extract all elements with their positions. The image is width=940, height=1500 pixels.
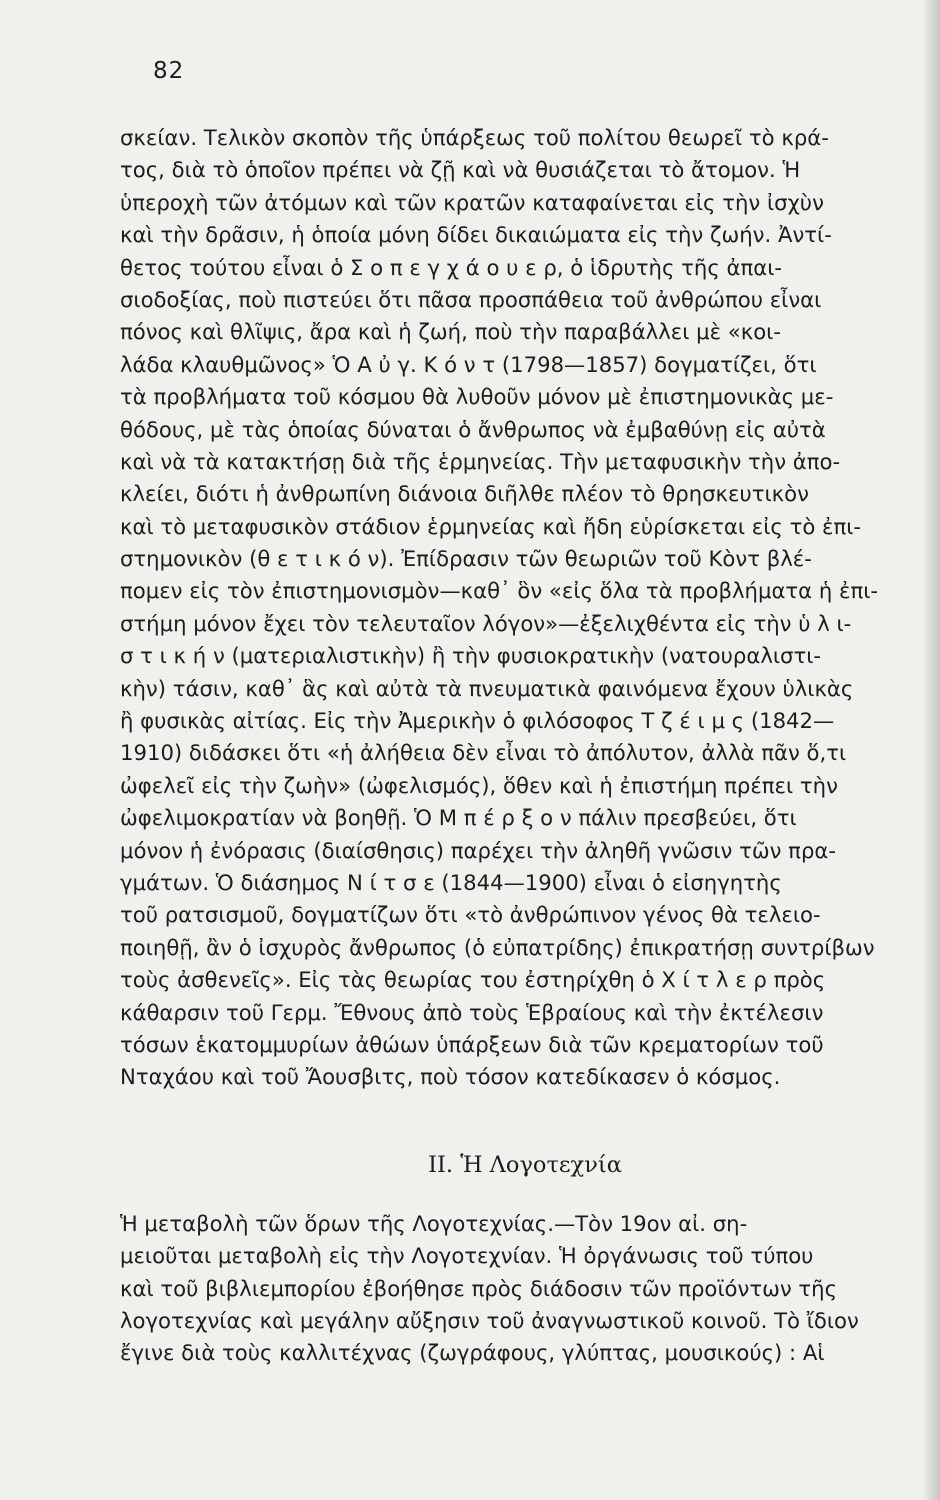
text-line: καὶ τὴν δρᾶσιν, ἡ ὁποία μόνη δίδει δικαιώματα εἰς τὴν ζωήν. Ἀντί- — [120, 222, 832, 248]
text-line: ἢ φυσικὰς αἰτίας. Εἰς τὴν Ἀμερικὴν ὁ φιλόσοφος Τ ζ έ ι μ ς (1842— — [120, 708, 835, 734]
text-line: τόσων ἑκατομμυρίων ἀθώων ὑπάρξεων διὰ τῶν κρεματορίων τοῦ — [120, 1031, 824, 1057]
text-line: λογοτεχνίας καὶ μεγάλην αὔξησιν τοῦ ἀναγνωστικοῦ κοινοῦ. Τὸ ἴδιον — [120, 1307, 859, 1333]
text-line: καὶ νὰ τὰ κατακτήσῃ διὰ τῆς ἑρμηνείας. Τὴν μεταφυσικὴν τὴν ἀπο- — [120, 448, 841, 474]
text-line: 1910) διδάσκει ὅτι «ἡ ἀλήθεια δὲν εἶναι τὸ ἀπόλυτον, ἀλλὰ πᾶν ὅ,τι — [120, 740, 847, 766]
text-line: ὑπεροχὴ τῶν ἀτόμων καὶ τῶν κρατῶν καταφαίνεται εἰς τὴν ἰσχὺν — [120, 189, 824, 215]
text-line: πόνος καὶ θλῖψις, ἄρα καὶ ἡ ζωή, ποὺ τὴν παραβάλλει μὲ «κοι- — [120, 319, 781, 345]
paragraph-2 — [120, 1208, 910, 1370]
text-line: λάδα κλαυθμῶνος» Ὁ Α ὐ γ. Κ ό ν τ (1798—1857) δογματίζει, ὅτι — [120, 351, 817, 377]
page-number: 82 — [153, 58, 185, 84]
text-line: σιοδοξίας, ποὺ πιστεύει ὅτι πᾶσα προσπάθεια τοῦ ἀνθρώπου εἶναι — [120, 286, 822, 312]
binding-shadow — [922, 0, 940, 1500]
text-line: Νταχάου καὶ τοῦ Ἄουσβιτς, ποὺ τόσον κατεδίκασεν ὁ κόσμος. — [120, 1064, 781, 1090]
text-line: κὴν) τάσιν, καθ᾿ ἃς καὶ αὐτὰ τὰ πνευματικὰ φαινόμενα ἔχουν ὑλικὰς — [120, 675, 854, 701]
text-line: ποιηθῇ, ἂν ὁ ἰσχυρὸς ἄνθρωπος (ὁ εὐπατρίδης) ἐπικρατήσῃ συντρίβων — [120, 934, 875, 960]
text-line: τοῦ ρατσισμοῦ, δογματίζων ὅτι «τὸ ἀνθρώπινον γένος θὰ τελειο- — [120, 902, 821, 928]
text-line: τοὺς ἀσθενεῖς». Εἰς τὰς θεωρίας του ἐστηρίχθη ὁ Χ ί τ λ ε ρ πρὸς — [120, 967, 826, 993]
text-line: πομεν εἰς τὸν ἐπιστημονισμὸν—καθ᾿ ὃν «εἰς ὅλα τὰ προβλήματα ἡ ἐπι- — [120, 578, 879, 604]
spacer — [120, 1188, 910, 1208]
section-heading: ΙΙ. Ἡ Λογοτεχνία — [428, 1151, 622, 1178]
paragraph-1 — [120, 122, 910, 1094]
text-line: γμάτων. Ὁ διάσημος Ν ί τ σ ε (1844—1900) εἶναι ὁ εἰσηγητὴς — [120, 869, 782, 895]
text-line: ὠφελεῖ εἰς τὴν ζωὴν» (ὠφελισμός), ὅθεν καὶ ἡ ἐπιστήμη πρέπει τὴν — [120, 772, 838, 798]
text-line: σκείαν. Τελικὸν σκοπὸν τῆς ὑπάρξεως τοῦ πολίτου θεωρεῖ τὸ κρά- — [120, 125, 829, 150]
spacer — [120, 1094, 910, 1142]
text-line: μόνον ἡ ἐνόρασις (διαίσθησις) παρέχει τὴν ἀληθῆ γνῶσιν τῶν πρα- — [120, 837, 836, 863]
text-line: τὰ προβλήματα τοῦ κόσμου θὰ λυθοῦν μόνον μὲ ἐπιστημονικὰς με- — [120, 384, 834, 410]
text-line: τος, διὰ τὸ ὁποῖον πρέπει νὰ ζῇ καὶ νὰ θυσιάζεται τὸ ἄτομον. Ἡ — [120, 157, 801, 183]
text-line: ἔγινε διὰ τοὺς καλλιτέχνας (ζωγράφους, γλύπτας, μουσικούς) : Αἱ — [120, 1340, 825, 1366]
text-line: θόδους, μὲ τὰς ὁποίας δύναται ὁ ἄνθρωπος νὰ ἐμβαθύνῃ εἰς αὐτὰ — [120, 416, 826, 442]
text-line: θετος τούτου εἶναι ὁ Σ ο π ε γ χ ά ο υ ε ρ, ὁ ἱδρυτὴς τῆς ἀπαι- — [120, 254, 783, 280]
text-line: κάθαρσιν τοῦ Γερμ. Ἔθνους ἀπὸ τοὺς Ἑβραίους καὶ τὴν ἐκτέλεσιν — [120, 999, 824, 1025]
body-text — [120, 122, 910, 1370]
text-line: Ἡ μεταβολὴ τῶν ὅρων τῆς Λογοτεχνίας.—Τὸν 19ον αἰ. ση- — [120, 1210, 748, 1236]
text-line: στήμη μόνον ἔχει τὸν τελευταῖον λόγον»—ἐξελιχθέντα εἰς τὴν ὑ λ ι- — [120, 610, 852, 636]
text-line: ὠφελιμοκρατίαν νὰ βοηθῇ. Ὁ Μ π έ ρ ξ ο ν πάλιν πρεσβεύει, ὅτι — [120, 805, 797, 831]
text-line: κλείει, διότι ἡ ἀνθρωπίνη διάνοια διῆλθε πλέον τὸ θρησκευτικὸν — [120, 481, 809, 507]
text-line: καὶ τοῦ βιβλιεμπορίου ἐβοήθησε πρὸς διάδοσιν τῶν προϊόντων τῆς — [120, 1275, 838, 1301]
text-line: στημονικὸν (θ ε τ ι κ ό ν). Ἐπίδρασιν τῶν θεωριῶν τοῦ Κὸντ βλέ- — [120, 546, 812, 572]
text-line: μειοῦται μεταβολὴ εἰς τὴν Λογοτεχνίαν. Ἡ ὀργάνωσις τοῦ τύπου — [120, 1243, 814, 1269]
text-line: καὶ τὸ μεταφυσικὸν στάδιον ἑρμηνείας καὶ ἤδη εὑρίσκεται εἰς τὸ ἐπι- — [120, 513, 862, 539]
text-line: σ τ ι κ ή ν (ματεριαλιστικὴν) ἢ τὴν φυσιοκρατικὴν (νατουραλιστι- — [120, 643, 822, 669]
